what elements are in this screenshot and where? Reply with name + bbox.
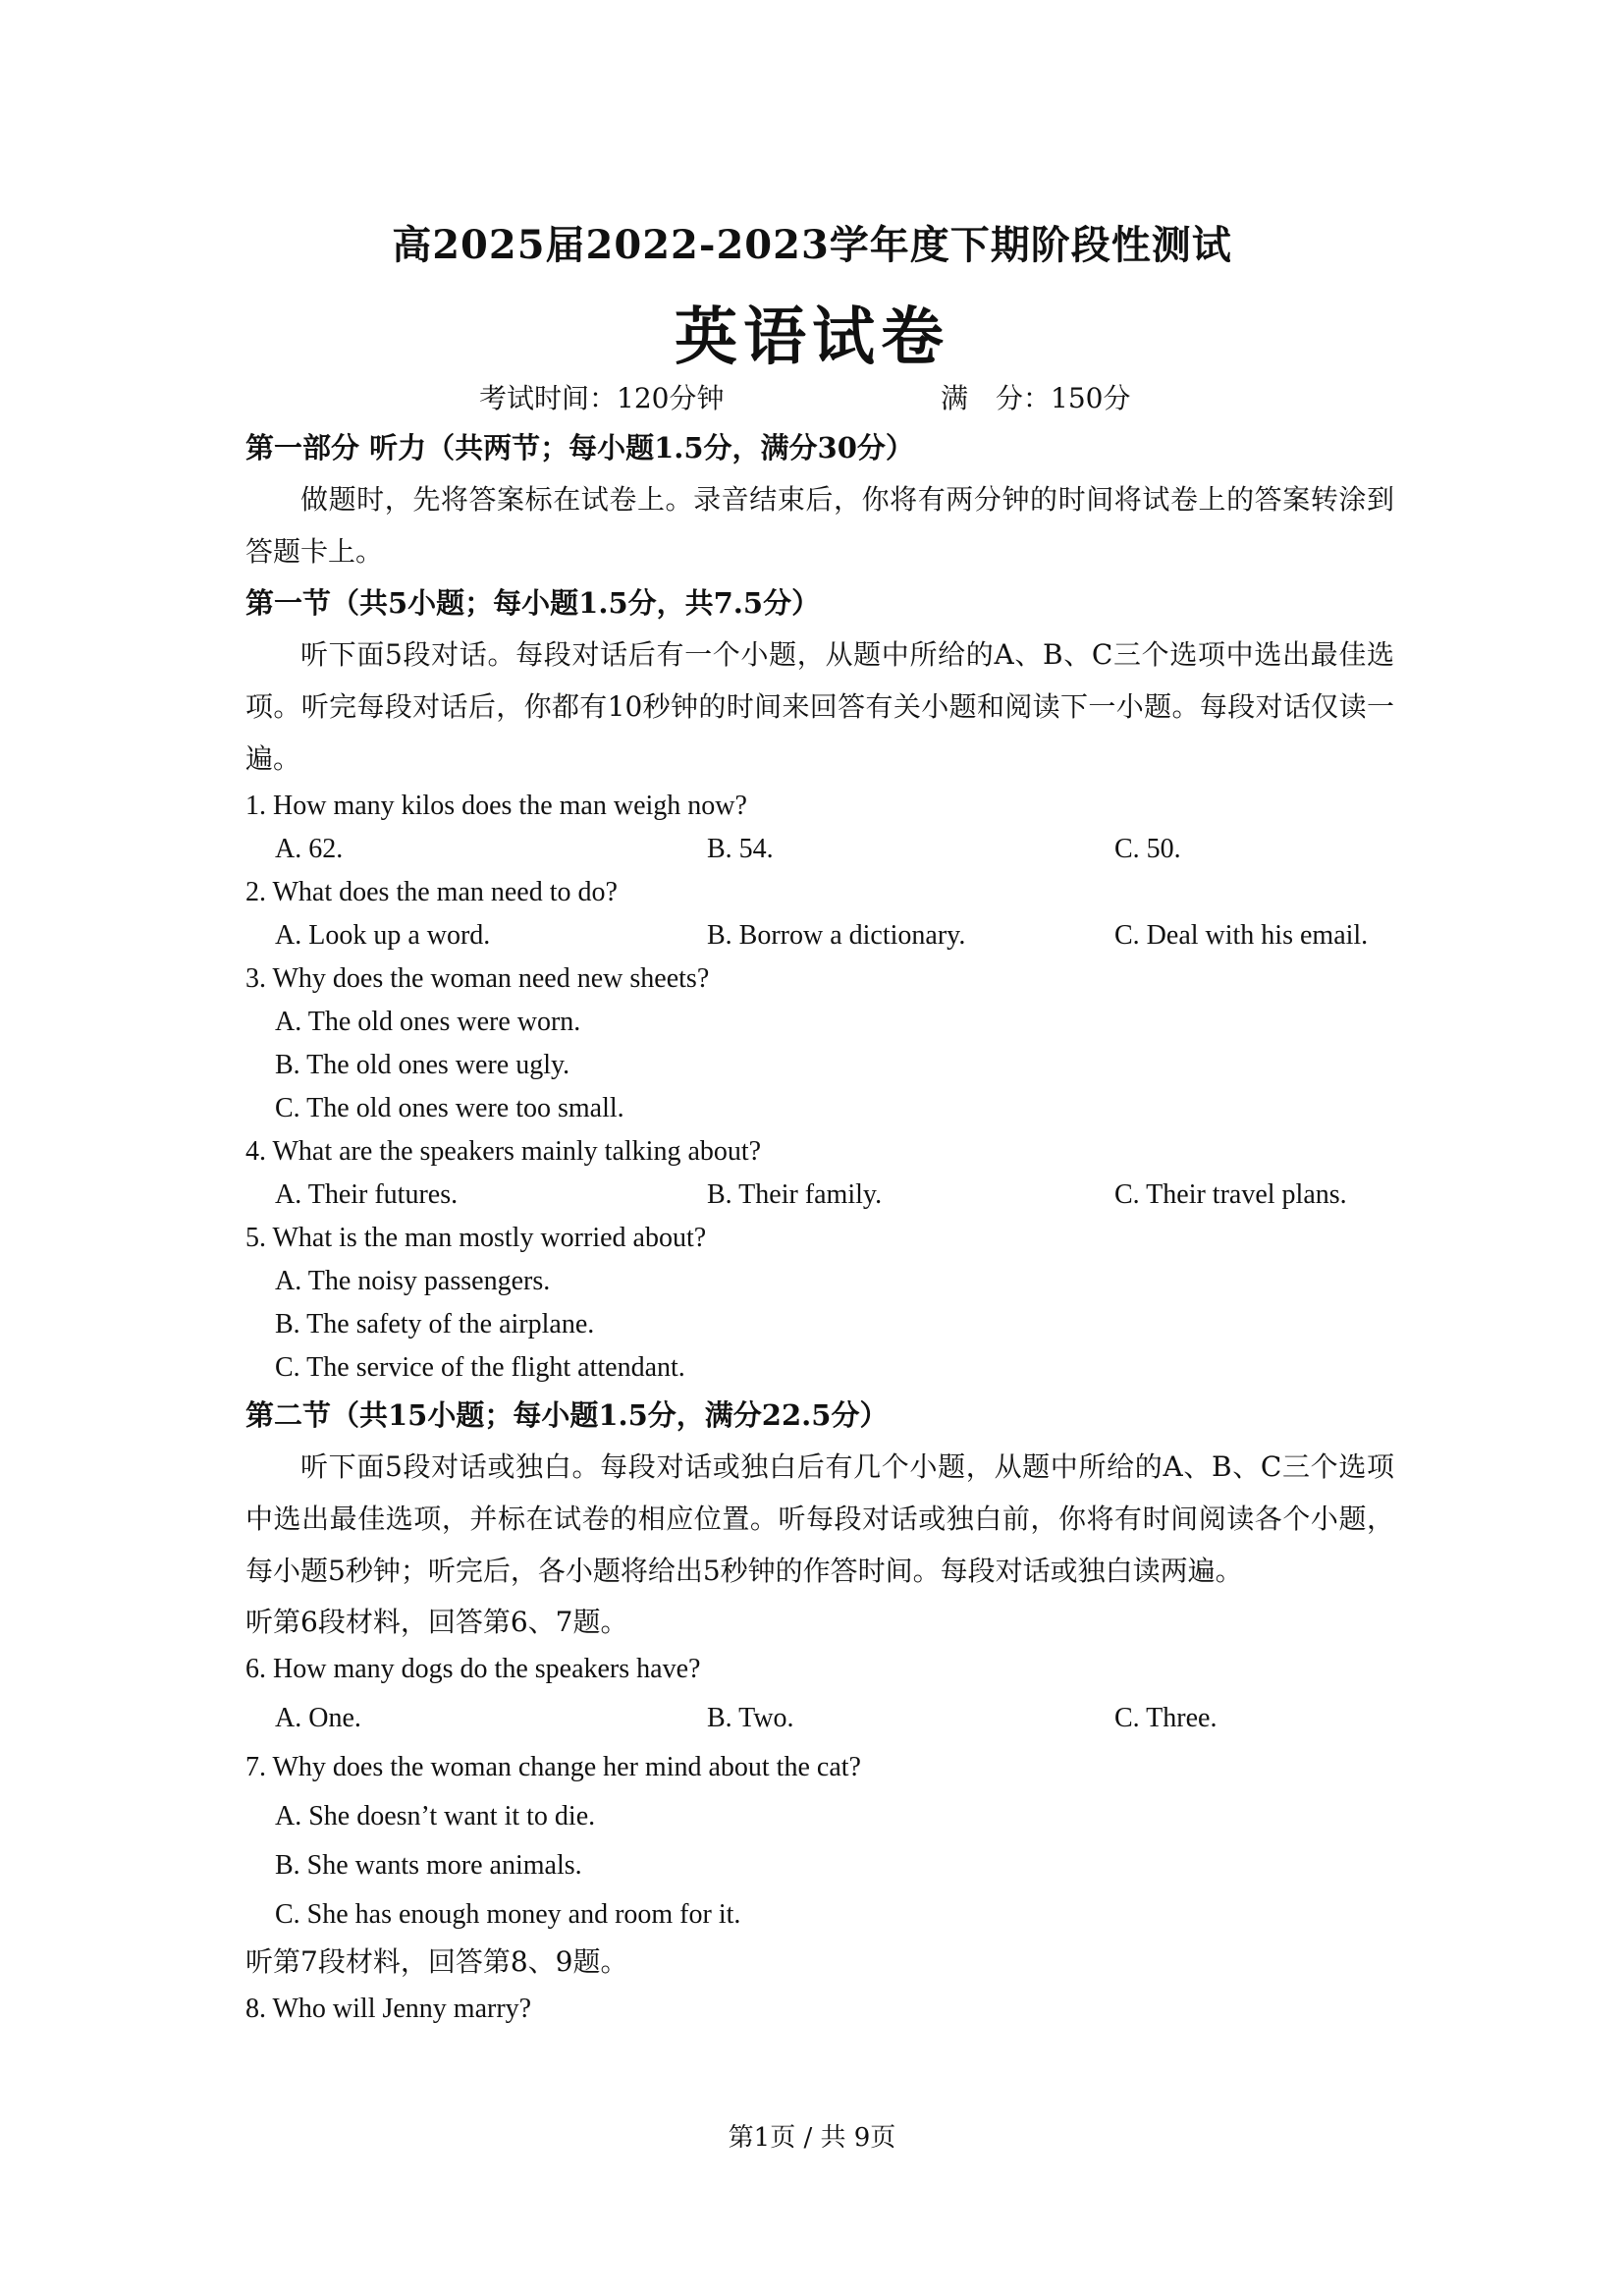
option-a: A. One.: [275, 1703, 361, 1733]
section1-heading: 第一节（共5小题；每小题1.5分，共7.5分）: [245, 586, 821, 620]
question-1: 1. How many kilos does the man weigh now?: [245, 791, 747, 821]
option-c: C. 50.: [1114, 834, 1181, 864]
question-2: 2. What does the man need to do?: [245, 877, 618, 907]
exam-subtitle: 英语试卷: [675, 301, 949, 374]
option-b: B. 54.: [707, 834, 774, 864]
section2-instruction: 听下面5段对话或独白。每段对话或独白后有几个小题，从题中所给的A、B、C三个选项中选出最佳选项，并标在试卷的相应位置。听每段对话或独白前，你将有时间阅读各个小题，每小题5秒钟；听完后，各小题将给出5秒钟的作答时间。每段对话或独白读两遍。: [245, 1450, 1394, 1587]
option-c: C. Their travel plans.: [1114, 1179, 1347, 1210]
option-c: C. The old ones were too small.: [275, 1093, 624, 1123]
option-a: A. Their futures.: [275, 1179, 459, 1210]
option-a: A. 62.: [275, 834, 344, 864]
question-4-options: [245, 1174, 1394, 1217]
exam-content: [245, 422, 1394, 2031]
question-5: 5. What is the man mostly worried about?: [245, 1223, 707, 1253]
option-b: B. The old ones were ugly.: [275, 1050, 570, 1080]
question-8: 8. Who will Jenny marry?: [245, 1994, 532, 2024]
option-a: A. The noisy passengers.: [275, 1266, 551, 1296]
exam-title: 高2025届2022-2023学年度下期阶段性测试: [392, 222, 1232, 268]
question-3: 3. Why does the woman need new sheets?: [245, 963, 710, 994]
full-score: 满 分：150分: [941, 382, 1131, 414]
exam-time: 考试时间：120分钟: [479, 382, 725, 414]
question-2-options: [245, 914, 1394, 957]
listen-instruction-7: 听第7段材料，回答第8、9题。: [245, 1945, 628, 1978]
question-7: 7. Why does the woman change her mind about the cat?: [245, 1752, 861, 1782]
part1-heading: 第一部分 听力（共两节；每小题1.5分，满分30分）: [245, 431, 914, 465]
section2-heading: 第二节（共15小题；每小题1.5分，满分22.5分）: [245, 1398, 889, 1432]
option-a: A. She doesn’t want it to die.: [275, 1801, 596, 1831]
section1-instruction: 听下面5段对话。每段对话后有一个小题，从题中所给的A、B、C三个选项中选出最佳选项。听完每段对话后，你都有10秒钟的时间来回答有关小题和阅读下一小题。每段对话仅读一遍。: [245, 638, 1394, 775]
question-6: 6. How many dogs do the speakers have?: [245, 1654, 701, 1684]
part1-instruction: 做题时，先将答案标在试卷上。录音结束后，你将有两分钟的时间将试卷上的答案转涂到答题卡上。: [245, 483, 1394, 568]
page-number: 第1页 / 共 9页: [728, 2123, 896, 2153]
option-c: C. She has enough money and room for it.: [275, 1899, 741, 1930]
question-1-options: [245, 828, 1394, 871]
option-a: A. The old ones were worn.: [275, 1007, 581, 1037]
option-b: B. The safety of the airplane.: [275, 1309, 595, 1339]
option-c: C. Deal with his email.: [1114, 920, 1369, 951]
option-c: C. The service of the flight attendant.: [275, 1352, 685, 1383]
option-b: B. She wants more animals.: [275, 1850, 582, 1881]
question-4: 4. What are the speakers mainly talking about?: [245, 1136, 762, 1167]
option-a: A. Look up a word.: [275, 920, 491, 951]
listen-instruction-6: 听第6段材料，回答第6、7题。: [245, 1606, 628, 1638]
option-b: B. Two.: [707, 1703, 794, 1733]
question-6-options: [245, 1697, 1394, 1740]
option-b: B. Borrow a dictionary.: [707, 920, 966, 951]
option-c: C. Three.: [1114, 1703, 1218, 1733]
option-b: B. Their family.: [707, 1179, 883, 1210]
